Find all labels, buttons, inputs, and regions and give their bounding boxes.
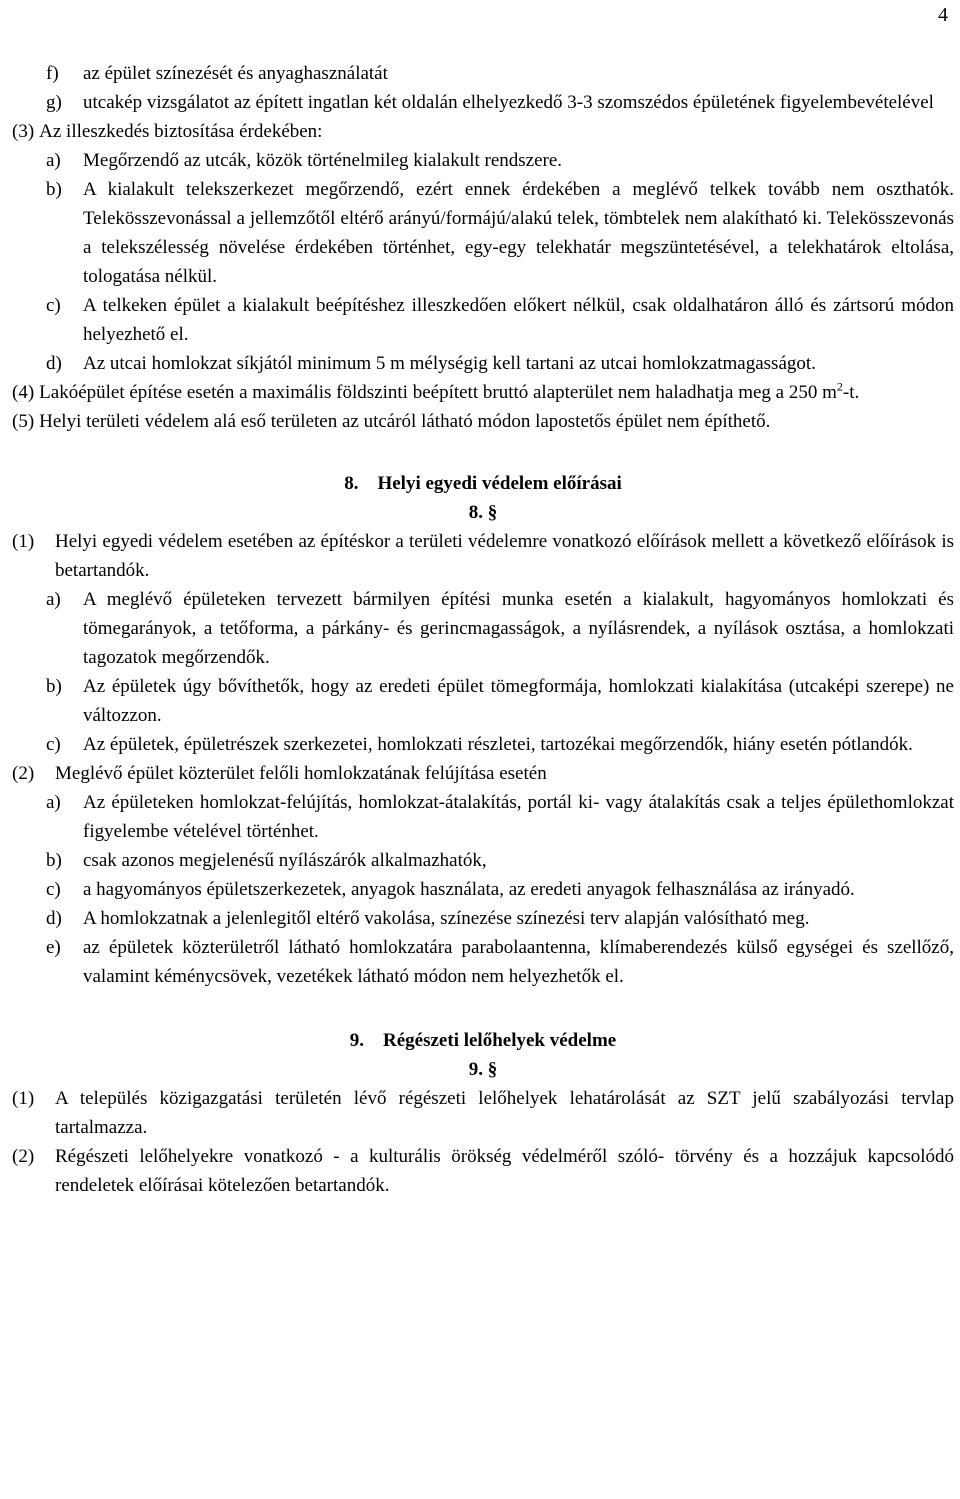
item-text: A homlokzatnak a jelenlegitől eltérő vakolása, színezése színezési terv alapján valósítható meg. [83,908,810,929]
list-item-3c [12,291,954,349]
item-text: a hagyományos épületszerkezetek, anyagok használata, az eredeti anyagok felhasználása az irányadó. [83,879,855,900]
section-paragraph-mark-9: 9. § [468,1059,498,1080]
paragraph-text: Helyi egyedi védelem esetében az építéskor a területi védelemre vonatkozó előírások mellett a következő előírások is betartandók. [55,531,954,581]
section8-paragraph-1 [12,527,954,585]
paragraph-text: A település közigazgatási területén lévő régészeti lelőhelyek lehatárolását az SZT jelű szabályozási tervlap tartalmazza. [55,1088,954,1138]
paragraph-text [39,378,954,407]
item-text: utcakép vizsgálatot az épített ingatlan két oldalán elhelyezkedő 3-3 szomszédos épületének figyelembevételével [83,92,934,113]
item-text: A telkeken épület a kialakult beépítéshez illeszkedően előkert nélkül, csak oldalhatáron álló és zártsorú módon helyezhető el. [83,295,954,345]
item-label: e) [46,937,61,958]
section-heading-8: 8. Helyi egyedi védelem előírásai [344,473,622,494]
item-label: d) [46,353,62,374]
section8-item-2e [12,933,954,991]
superscript: 2 [836,379,843,394]
spacer [12,991,954,1026]
item-label: a) [46,150,61,171]
item-text: A kialakult telekszerkezet megőrzendő, ezért ennek érdekében a meglévő telkek tovább nem oszthatók. Telekösszevonással a jellemzőtől eltérő arányú/formájú/alakú telek, tömbtelek nem alakítható ki. Telekösszevonás a telekszélesség növelése érdekében történhet, egy-egy telekhatár megszüntetésével, a telekhatárok eltolása, tologatása nélkül. [83,179,954,287]
item-text: Az épületeken homlokzat-felújítás, homlokzat-átalakítás, portál ki- vagy átalakítás csak a teljes épülethomlokzat figyelembe vételével történhet. [83,792,954,842]
paragraph-text: Az illeszkedés biztosítása érdekében: [39,121,323,142]
item-label: c) [46,879,61,900]
page-number: 4 [938,4,948,26]
paragraph-3 [12,117,954,146]
section8-item-2b [12,846,954,875]
item-label: b) [46,179,62,200]
section8-paragraph-2 [12,759,954,788]
item-text: A meglévő épületeken tervezett bármilyen építési munka esetén a kialakult, hagyományos homlokzati és tömegarányok, a tetőforma, a párkány- és gerincmagasságok, a nyílásrendek, a nyílások osztása, a homlokzati tagozatok megőrzendők. [83,589,954,668]
item-label: d) [46,908,62,929]
paragraph-label: (5) [12,411,35,432]
paragraph-text: Helyi területi védelem alá eső területen az utcáról látható módon lapostetős épület nem építhető. [39,411,771,432]
paragraph-text: Meglévő épület közterület felőli homlokzatának felújítása esetén [55,763,547,784]
section-heading-9: 9. Régészeti lelőhelyek védelme [349,1030,617,1051]
list-item-g [12,88,954,117]
paragraph-label: (3) [12,121,35,142]
paragraph-text: Régészeti lelőhelyekre vonatkozó - a kulturális örökség védelméről szóló- törvény és a hozzájuk kapcsolódó rendeletek előírásai kötelezően betartandók. [55,1146,954,1196]
section8-item-2d [12,904,954,933]
item-text: Az utcai homlokzat síkjától minimum 5 m mélységig kell tartani az utcai homlokzatmagasságot. [83,353,816,374]
paragraph-5 [12,407,954,436]
paragraph-label: (1) [12,531,35,552]
spacer [12,436,954,469]
item-label: b) [46,676,62,697]
paragraph-text-part: Lakóépület építése esetén a maximális földszinti beépített bruttó alapterület nem haladhatja meg a 250 m [39,382,837,403]
item-text: Megőrzendő az utcák, közök történelmileg kialakult rendszere. [83,150,563,171]
item-label: f) [46,63,59,84]
paragraph-label: (1) [12,1088,35,1109]
section9-paragraph-1 [12,1084,954,1142]
section8-item-1c [12,730,954,759]
section8-item-1a [12,585,954,672]
paragraph-label: (2) [12,763,35,784]
section9-paragraph-2 [12,1142,954,1200]
item-label: a) [46,792,61,813]
section-paragraph-mark-8: 8. § [468,502,498,523]
item-text: csak azonos megjelenésű nyílászárók alkalmazhatók, [83,850,487,871]
section8-item-2a [12,788,954,846]
item-text: Az épületek úgy bővíthetők, hogy az eredeti épület tömegformája, homlokzati kialakítása (utcaképi szerepe) ne változzon. [83,676,954,726]
paragraph-label: (4) [12,382,35,403]
paragraph-text-part: -t. [842,382,860,403]
item-label: c) [46,295,61,316]
item-label: c) [46,734,61,755]
item-text: Az épületek, épületrészek szerkezetei, homlokzati részletei, tartozékai megőrzendők, hiány esetén pótlandók. [83,734,913,755]
list-item-3d [12,349,954,378]
list-item-3b [12,175,954,291]
item-text: az épületek közterületről látható homlokzatára parabolaantenna, klímaberendezés külső egységei és szellőző, valamint kéménycsövek, vezetékek látható módon nem helyezhetők el. [83,937,954,987]
item-label: b) [46,850,62,871]
section8-item-1b [12,672,954,730]
list-item-3a [12,146,954,175]
paragraph-label: (2) [12,1146,35,1167]
section8-item-2c [12,875,954,904]
list-item-f [12,59,954,88]
document-body [12,59,954,1200]
item-label: g) [46,92,62,113]
item-label: a) [46,589,61,610]
item-text: az épület színezését és anyaghasználatát [83,63,388,84]
paragraph-4 [12,378,954,407]
